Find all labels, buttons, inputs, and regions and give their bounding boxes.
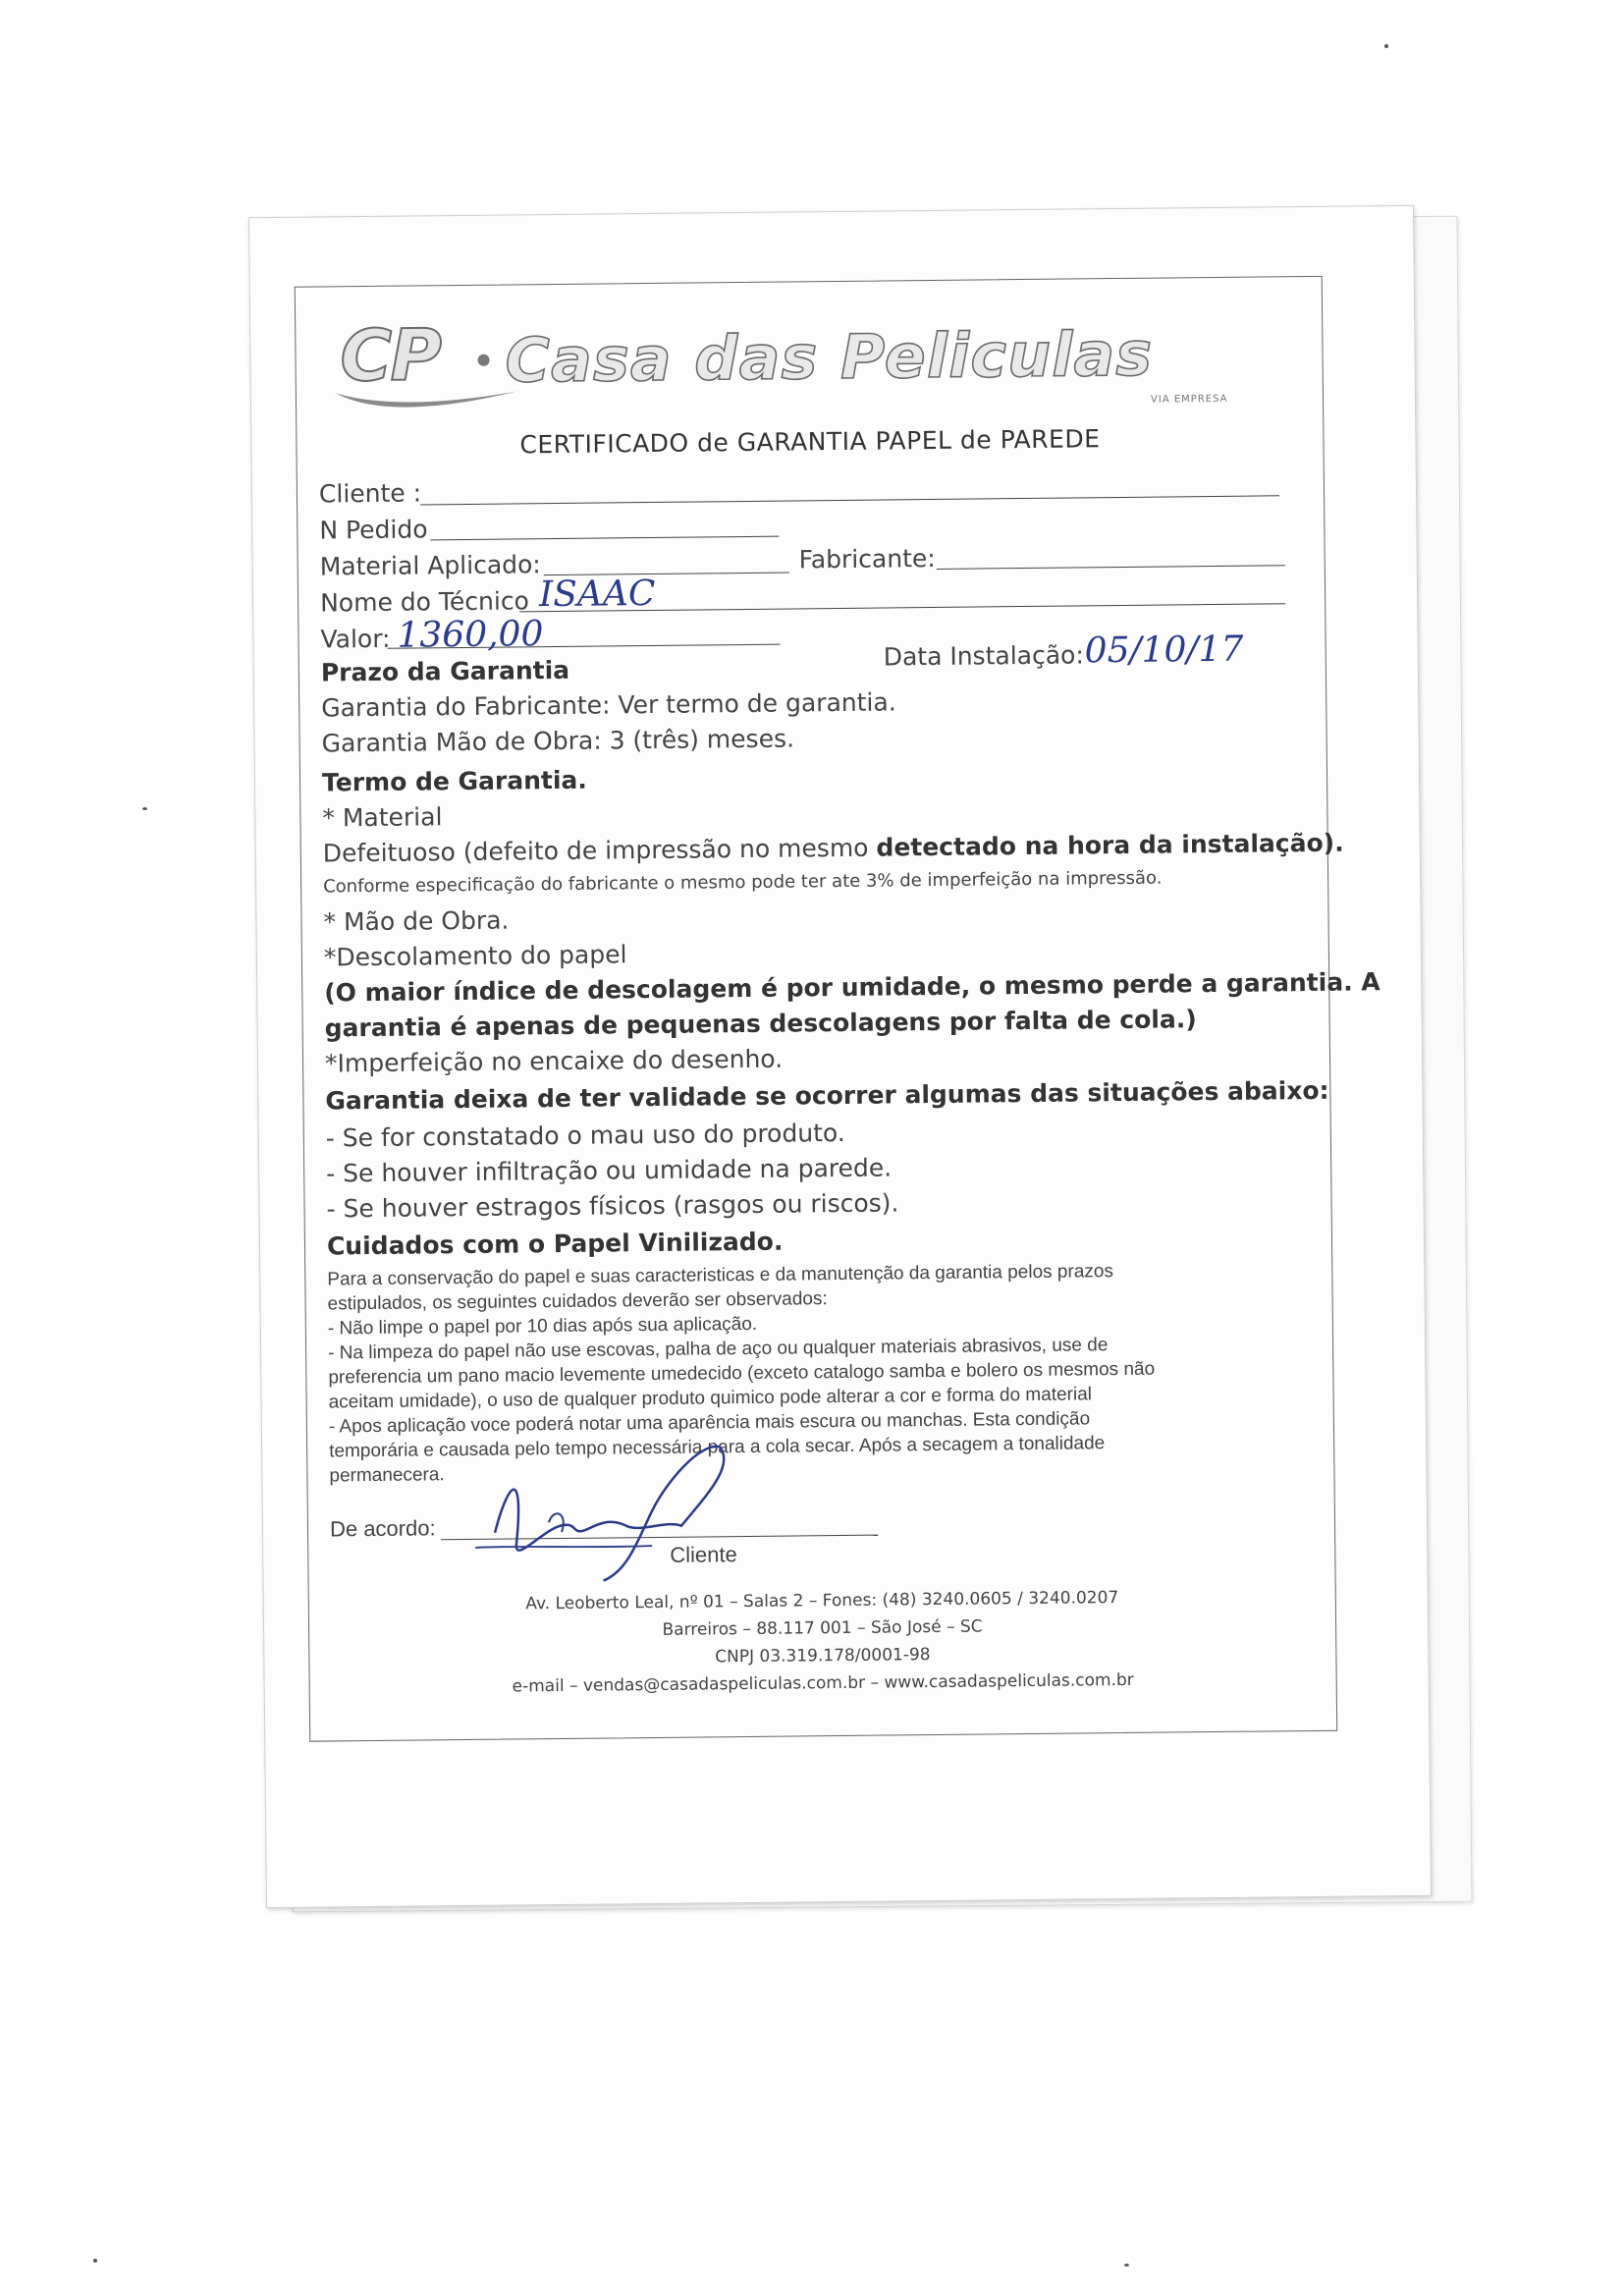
fabricante-label: Fabricante: <box>798 543 936 574</box>
footer-address: Av. Leoberto Leal, nº 01 – Salas 2 – Fones: (48) 3240.0605 / 3240.0207 <box>525 1588 1119 1614</box>
company-logo <box>330 305 1195 422</box>
cliente-line <box>420 495 1279 505</box>
cuidados-line: aceitam umidade), o uso de qualquer produto quimico pode alterar a cor e forma do material <box>328 1384 1093 1413</box>
cliente-signature-label: Cliente <box>670 1542 737 1567</box>
termo-heading: Termo de Garantia. <box>321 765 587 797</box>
cuidados-line: temporária e causada pelo tempo necessária para a cola secar. Após a secagem a tonalidade <box>329 1433 1106 1462</box>
fabricante-line <box>937 565 1285 570</box>
de-acordo-label: De acordo: <box>329 1515 436 1542</box>
termo-maior-indice-1: (O maior índice de descolagem é por umidade, o mesmo perde a garantia. A <box>324 967 1380 1008</box>
termo-descolamento: *Descolamento do papel <box>323 940 627 972</box>
footer-cnpj: CNPJ 03.319.178/0001-98 <box>715 1645 931 1667</box>
tecnico-label: Nome do Técnico <box>319 586 530 618</box>
cuidados-line: - Não limpe o papel por 10 dias após sua aplicação. <box>327 1313 758 1339</box>
cuidados-line: preferencia um pano macio levemente umedecido (exceto catalogo samba e bolero os mesmos não <box>328 1358 1156 1389</box>
company-name: Casa das Peliculas <box>505 317 1154 397</box>
data-instalacao-handwritten: 05/10/17 <box>1084 629 1244 672</box>
data-instalacao-label: Data Instalação: <box>883 640 1084 672</box>
footer-contact: e-mail – vendas@casadaspeliculas.com.br – www.casadaspeliculas.com.br <box>512 1669 1134 1697</box>
logo-dot <box>477 355 489 366</box>
defeituoso-text: Defeituoso (defeito de impressão no mesmo <box>322 833 869 868</box>
certificate-title: CERTIFICADO de GARANTIA PAPEL de PAREDE <box>519 424 1101 460</box>
garantia-fabricante: Garantia do Fabricante: Ver termo de garantia. <box>321 687 896 723</box>
cuidados-line: - Apos aplicação voce poderá notar uma aparência mais escura ou manchas. Esta condição <box>328 1408 1091 1438</box>
client-signature-icon <box>455 1437 751 1597</box>
pedido-line <box>430 536 779 541</box>
termo-imperfeicao: *Imperfeição no encaixe do desenho. <box>324 1044 784 1078</box>
tecnico-handwritten: ISAAC <box>538 573 656 616</box>
validade-heading: Garantia deixa de ter validade se ocorrer algumas das situações abaixo: <box>325 1075 1329 1116</box>
scan-speck <box>93 2259 97 2263</box>
valor-handwritten: 1360,00 <box>397 614 544 656</box>
defeituoso-bold-text: detectado na hora da instalação). <box>876 828 1344 862</box>
termo-material: * Material <box>322 802 443 833</box>
garantia-mao-obra: Garantia Mão de Obra: 3 (três) meses. <box>321 724 795 758</box>
cliente-label: Cliente : <box>318 478 422 509</box>
logo-mark: CP <box>340 313 441 398</box>
material-label: Material Aplicado: <box>319 550 541 581</box>
prazo-heading: Prazo da Garantia <box>320 655 570 687</box>
warranty-certificate-sheet <box>248 205 1432 1908</box>
valor-label: Valor: <box>320 624 391 654</box>
tagline: VIA EMPRESA <box>1150 393 1228 406</box>
termo-conforme: Conforme especificação do fabricante o mesmo pode ter ate 3% de imperfeição na impressão. <box>323 867 1163 898</box>
certificate-frame <box>295 276 1380 1742</box>
termo-defeituoso <box>323 829 1344 868</box>
scan-speck <box>1124 2264 1129 2267</box>
cuidados-heading: Cuidados com o Papel Vinilizado. <box>326 1227 784 1261</box>
termo-maior-indice-2: garantia é apenas de pequenas descolagens por falta de cola.) <box>324 1005 1197 1043</box>
termo-mao-obra: * Mão de Obra. <box>323 905 510 937</box>
scan-speck <box>1384 44 1388 48</box>
footer-city: Barreiros – 88.117 001 – São José – SC <box>662 1616 983 1640</box>
scan-speck <box>142 807 147 810</box>
cuidados-line: estipulados, os seguintes cuidados deverão ser observados: <box>327 1288 828 1315</box>
validade-item: - Se houver estragos físicos (rasgos ou riscos). <box>326 1188 899 1224</box>
validade-item: - Se houver infiltração ou umidade na parede. <box>326 1153 893 1188</box>
cuidados-line: - Na limpeza do papel não use escovas, palha de aço ou qualquer materiais abrasivos, use de <box>328 1335 1109 1364</box>
cuidados-line: Para a conservação do papel e suas caracteristicas e da manutenção da garantia pelos prazos <box>327 1261 1114 1290</box>
cuidados-line: permanecera. <box>329 1464 445 1487</box>
validade-item: - Se for constatado o mau uso do produto. <box>325 1118 845 1153</box>
pedido-label: N Pedido <box>319 515 428 545</box>
